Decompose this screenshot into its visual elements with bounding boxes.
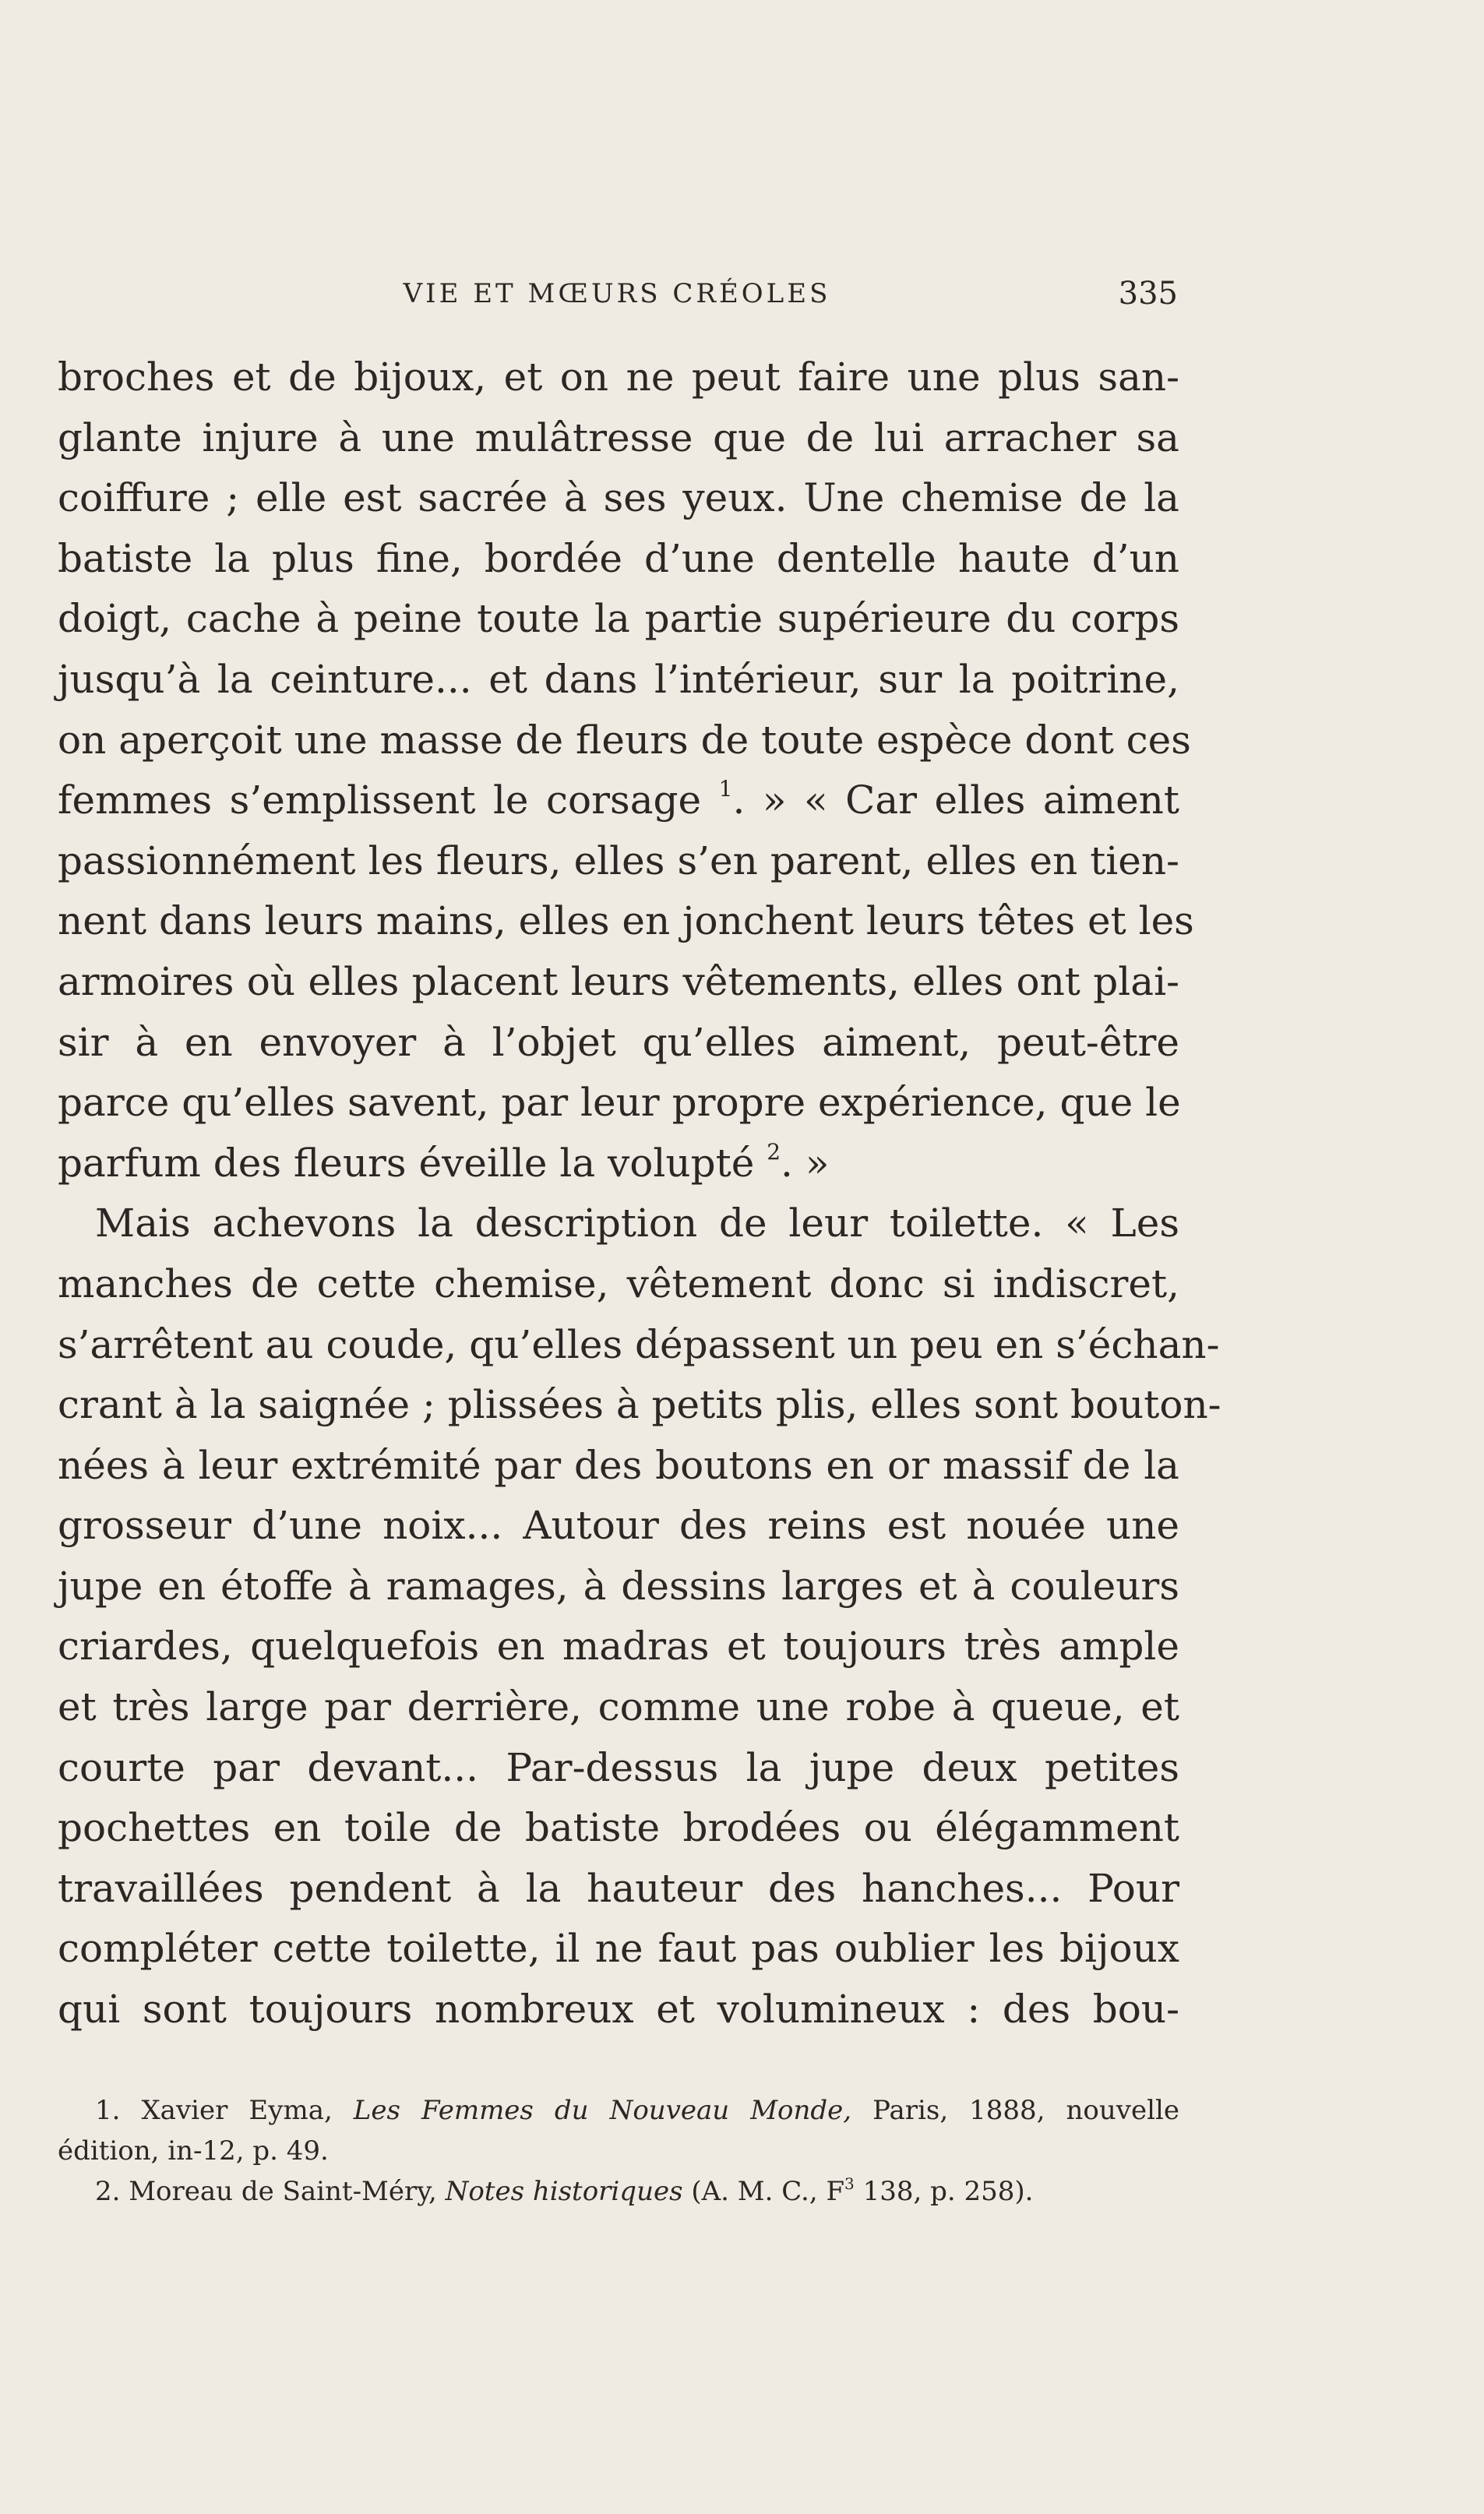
footnote-2 bbox=[58, 2171, 1179, 2212]
text-line: sir à en envoyer à l’objet qu’elles aiment, peut-être bbox=[58, 1019, 1179, 1065]
footnote-2-end: 138, p. 258). bbox=[854, 2176, 1034, 2207]
main-text bbox=[58, 347, 1221, 2040]
text-line: Mais achevons la description de leur toilette. « Les bbox=[95, 1201, 1179, 1246]
text-line: doigt, cache à peine toute la partie supérieure du corps bbox=[58, 596, 1179, 642]
text-segment: femmes s’emplissent le corsage bbox=[58, 777, 702, 823]
footnote-1-title: Les Femmes du Nouveau Monde, bbox=[353, 2095, 852, 2126]
text-line: courte par devant... Par-dessus la jupe deux petites bbox=[58, 1744, 1179, 1790]
footnote-2-rest: (A. M. C., F bbox=[682, 2176, 845, 2207]
text-line: broches et de bijoux, et on ne peut faire une plus san- bbox=[58, 354, 1179, 400]
footnote-1-continuation: édition, in-12, p. 49. bbox=[58, 2135, 329, 2167]
text-line: jupe en étoffe à ramages, à dessins larges et à couleurs bbox=[58, 1563, 1179, 1609]
text-line: nent dans leurs mains, elles en jonchent leurs têtes et les bbox=[58, 898, 1194, 944]
text-line: coiffure ; elle est sacrée à ses yeux. Une chemise de la bbox=[58, 475, 1179, 521]
text-line: armoires où elles placent leurs vêtements, elles ont plai- bbox=[58, 958, 1179, 1004]
page-number: 335 bbox=[1118, 276, 1178, 312]
text-segment: . » bbox=[781, 1140, 830, 1186]
text-line: pochettes en toile de batiste brodées ou élégamment bbox=[58, 1805, 1179, 1851]
text-line-with-note-2 bbox=[58, 1134, 1179, 1194]
page-header bbox=[56, 274, 1178, 313]
text-line: grosseur d’une noix... Autour des reins est nouée une bbox=[58, 1503, 1179, 1549]
text-line-with-note-1 bbox=[58, 770, 1179, 831]
footnote-1-lead: 1. Xavier Eyma, bbox=[95, 2095, 354, 2126]
footnote-ref-1: 1 bbox=[718, 776, 733, 802]
text-line: batiste la plus fine, bordée d’une dentelle haute d’un bbox=[58, 535, 1179, 581]
footnote-1-rest: Paris, 1888, nouvelle bbox=[851, 2095, 1179, 2126]
text-line: s’arrêtent au coude, qu’elles dépassent un peu en s’échan- bbox=[58, 1321, 1220, 1367]
text-line: jusqu’à la ceinture... et dans l’intérieur, sur la poitrine, bbox=[58, 656, 1179, 702]
text-line: travaillées pendent à la hauteur des hanches... Pour bbox=[58, 1865, 1179, 1911]
text-segment: parfum des fleurs éveille la volupté bbox=[58, 1140, 755, 1186]
footnotes bbox=[58, 2090, 1179, 2212]
text-line: crant à la saignée ; plissées à petits plis, elles sont bouton- bbox=[58, 1382, 1221, 1428]
running-title: VIE ET MŒURS CRÉOLES bbox=[403, 278, 831, 309]
footnote-2-lead: 2. Moreau de Saint-Méry, bbox=[95, 2176, 446, 2207]
text-line: glante injure à une mulâtresse que de lui arracher sa bbox=[58, 414, 1179, 460]
text-line: qui sont toujours nombreux et volumineux : des bou- bbox=[58, 1987, 1179, 2033]
text-line: criardes, quelquefois en madras et toujours très ample bbox=[58, 1624, 1179, 1670]
text-line: manches de cette chemise, vêtement donc si indiscret, bbox=[58, 1261, 1179, 1306]
footnote-2-title: Notes historiques bbox=[445, 2176, 683, 2207]
text-line: passionnément les fleurs, elles s’en parent, elles en tien- bbox=[58, 837, 1179, 883]
text-line: nées à leur extrémité par des boutons en or massif de la bbox=[58, 1442, 1179, 1488]
text-line: parce qu’elles savent, par leur propre expérience, que le bbox=[58, 1080, 1181, 1126]
footnote-ref-2: 2 bbox=[767, 1138, 781, 1165]
text-line: et très large par derrière, comme une robe à queue, et bbox=[58, 1684, 1179, 1730]
footnote-2-superscript: 3 bbox=[844, 2174, 855, 2193]
text-line: compléter cette toilette, il ne faut pas oublier les bijoux bbox=[58, 1926, 1179, 1972]
footnote-1 bbox=[58, 2090, 1179, 2131]
text-line: on aperçoit une masse de fleurs de toute espèce dont ces bbox=[58, 717, 1191, 763]
text-segment: . » « Car elles aiment bbox=[732, 777, 1179, 823]
